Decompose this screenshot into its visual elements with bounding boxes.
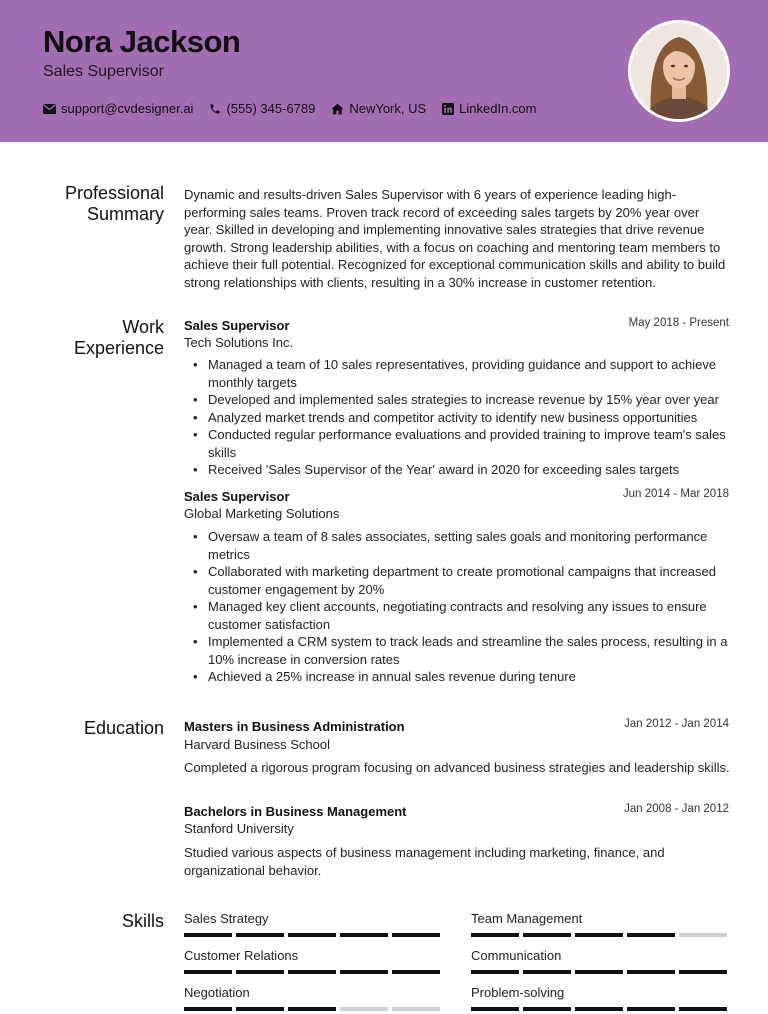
skill-segment-filled bbox=[523, 933, 571, 937]
skill-item bbox=[471, 985, 729, 1011]
summary-text: Dynamic and results-driven Sales Supervisor with 6 years of experience leading high-performing sales teams. Proven track record of exceeding sales targets by 20% year over year. Skilled in developing and implementing innovative sales strategies that drive revenue growth. Strong leadership abilities, with a focus on coaching and mentoring team members to achieve their full potential. Recognized for exceptional communication skills and ability to build strong relationships with clients, resulting in a 30% increase in customer retention. bbox=[184, 187, 726, 290]
list-item: • Implemented a CRM system to track leads and streamline the sales process, resulting in a 10% increase in conversion rates bbox=[184, 633, 730, 668]
list-item: • Managed a team of 10 sales representatives, providing guidance and support to achieve monthly targets bbox=[184, 356, 730, 391]
contact-phone[interactable] bbox=[209, 101, 315, 116]
skill-item bbox=[471, 911, 729, 937]
skill-level-bar bbox=[471, 1007, 729, 1011]
section-title-work bbox=[74, 317, 164, 359]
school-name: Harvard Business School bbox=[184, 737, 330, 752]
list-item: • Developed and implemented sales strategies to increase revenue by 15% year over year bbox=[184, 391, 730, 409]
skill-segment-filled bbox=[627, 933, 675, 937]
skill-segment-filled bbox=[340, 933, 388, 937]
job-company: Tech Solutions Inc. bbox=[184, 335, 294, 350]
skill-level-bar bbox=[184, 933, 442, 937]
education-dates: Jan 2012 - Jan 2014 bbox=[624, 718, 729, 730]
skill-segment-filled bbox=[471, 933, 519, 937]
education-dates: Jan 2008 - Jan 2012 bbox=[624, 803, 729, 815]
skill-name: Communication bbox=[471, 948, 562, 963]
contact-email[interactable] bbox=[43, 101, 193, 116]
education-description: Studied various aspects of business management including marketing, finance, and organizational behavior. bbox=[184, 845, 665, 878]
education-description: Completed a rigorous program focusing on advanced business strategies and leadership skills. bbox=[184, 760, 730, 775]
skill-segment-filled bbox=[288, 1007, 336, 1011]
list-item: • Achieved a 25% increase in annual sales revenue during tenure bbox=[184, 668, 730, 686]
job-company: Global Marketing Solutions bbox=[184, 506, 340, 521]
contact-linkedin-text: LinkedIn.com bbox=[459, 101, 537, 116]
skill-level-bar bbox=[471, 933, 729, 937]
candidate-name: Nora Jackson bbox=[43, 24, 241, 59]
profile-photo bbox=[628, 20, 730, 122]
job-bullets bbox=[184, 528, 730, 686]
skill-item bbox=[184, 911, 442, 937]
section-title-summary-line2: Summary bbox=[86, 204, 164, 224]
section-title-work-line1: Work bbox=[122, 317, 164, 337]
skill-segment-filled bbox=[627, 970, 675, 974]
contact-linkedin[interactable] bbox=[442, 101, 536, 116]
job-dates: Jun 2014 - Mar 2018 bbox=[622, 488, 729, 500]
skill-segment-filled bbox=[523, 970, 571, 974]
skill-segment-filled bbox=[236, 970, 284, 974]
skill-item bbox=[184, 985, 442, 1011]
skill-segment-filled bbox=[184, 933, 232, 937]
skill-segment-empty bbox=[679, 933, 727, 937]
skill-name: Sales Strategy bbox=[184, 911, 269, 926]
skill-segment-filled bbox=[679, 1007, 727, 1011]
skill-level-bar bbox=[184, 1007, 442, 1011]
skill-segment-filled bbox=[471, 1007, 519, 1011]
skill-segment-filled bbox=[471, 970, 519, 974]
skill-name: Customer Relations bbox=[184, 948, 299, 963]
job-dates: May 2018 - Present bbox=[628, 317, 729, 329]
skill-segment-filled bbox=[288, 970, 336, 974]
skill-segment-filled bbox=[236, 933, 284, 937]
skill-segment-filled bbox=[184, 970, 232, 974]
skill-name: Negotiation bbox=[184, 985, 250, 1000]
section-title-education: Education bbox=[83, 718, 164, 738]
skill-segment-filled bbox=[236, 1007, 284, 1011]
skill-segment-empty bbox=[340, 1007, 388, 1011]
contact-location bbox=[331, 101, 426, 116]
skill-segment-filled bbox=[392, 970, 440, 974]
candidate-role: Sales Supervisor bbox=[43, 63, 164, 80]
skill-level-bar bbox=[184, 970, 442, 974]
linkedin-icon bbox=[442, 103, 454, 115]
skill-segment-filled bbox=[340, 970, 388, 974]
skill-name: Team Management bbox=[471, 911, 583, 926]
skill-segment-filled bbox=[575, 933, 623, 937]
skill-segment-filled bbox=[627, 1007, 675, 1011]
home-icon bbox=[331, 103, 344, 115]
contact-location-text: NewYork, US bbox=[349, 101, 427, 116]
job-bullets bbox=[184, 356, 730, 479]
section-title-summary-line1: Professional bbox=[64, 183, 164, 203]
header-banner bbox=[0, 0, 768, 142]
list-item: • Collaborated with marketing department to create promotional campaigns that increased customer engagement by 20% bbox=[184, 563, 730, 598]
contact-phone-text: (555) 345-6789 bbox=[226, 101, 316, 116]
avatar-portrait bbox=[631, 23, 727, 119]
list-item: • Managed key client accounts, negotiating contracts and resolving any issues to ensure customer satisfaction bbox=[184, 598, 730, 633]
skill-segment-filled bbox=[288, 933, 336, 937]
skill-segment-empty bbox=[392, 1007, 440, 1011]
skill-segment-filled bbox=[575, 1007, 623, 1011]
contact-row bbox=[43, 101, 553, 116]
envelope-icon bbox=[43, 104, 56, 114]
list-item: • Received 'Sales Supervisor of the Year' award in 2020 for exceeding sales targets bbox=[184, 461, 730, 479]
section-title-work-line2: Experience bbox=[73, 338, 164, 358]
skill-segment-filled bbox=[392, 933, 440, 937]
section-title-skills: Skills bbox=[121, 911, 164, 931]
contact-email-text: support@cvdesigner.ai bbox=[61, 101, 194, 116]
skill-name: Problem-solving bbox=[471, 985, 565, 1000]
list-item: • Analyzed market trends and competitor activity to identify new business opportunities bbox=[184, 409, 730, 427]
skill-segment-filled bbox=[679, 970, 727, 974]
section-title-summary bbox=[65, 183, 164, 225]
list-item: • Oversaw a team of 8 sales associates, setting sales goals and monitoring performance metrics bbox=[184, 528, 730, 563]
skill-segment-filled bbox=[523, 1007, 571, 1011]
skill-segment-filled bbox=[184, 1007, 232, 1011]
degree-title: Masters in Business Administration bbox=[184, 719, 405, 734]
skill-item bbox=[471, 948, 729, 974]
job-title: Sales Supervisor bbox=[184, 318, 290, 333]
list-item: • Conducted regular performance evaluations and provided training to improve team's sales skills bbox=[184, 426, 730, 461]
skill-level-bar bbox=[471, 970, 729, 974]
school-name: Stanford University bbox=[184, 821, 294, 836]
phone-icon bbox=[209, 103, 221, 115]
job-title: Sales Supervisor bbox=[184, 489, 290, 504]
skill-item bbox=[184, 948, 442, 974]
skill-segment-filled bbox=[575, 970, 623, 974]
degree-title: Bachelors in Business Management bbox=[184, 804, 407, 819]
